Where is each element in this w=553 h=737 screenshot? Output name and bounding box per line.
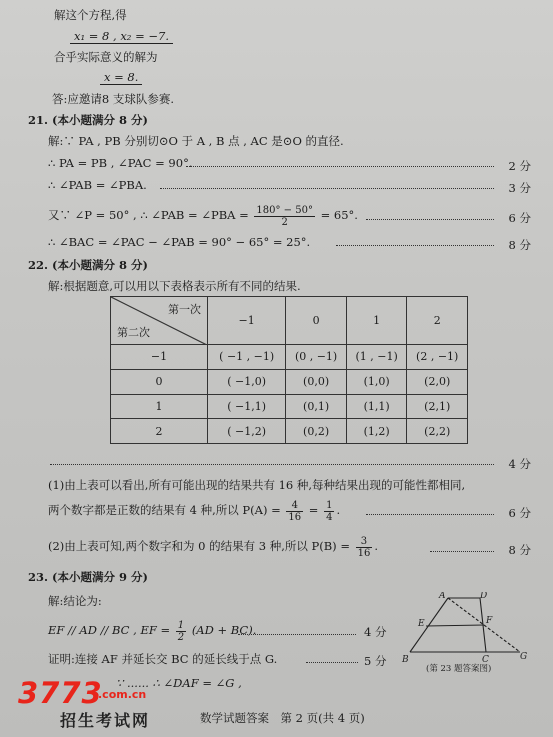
x-value: x = 8. [100,70,142,84]
table-cell: (1 , −1) [346,345,407,370]
figure-caption: (第 23 题答案图) [426,664,492,674]
q23-score-4: 4 分 [364,625,387,639]
leader-dots [50,464,494,465]
leader-dots [430,551,494,552]
q21-score-2: 2 分 [508,159,531,173]
table-cell: (0,2) [286,419,347,444]
table-cell: ( −1,2) [208,419,286,444]
leader-dots [336,245,494,246]
q21-line-3: ∴ ∠PAB = ∠PBA. [48,178,147,192]
point-label-B: B [402,655,409,665]
q23-line-3: 证明:连接 AF 并延长交 BC 的延长线于点 G. [48,652,278,666]
row-header: −1 [111,345,208,370]
q23-trapezoid-figure [396,592,536,674]
col-header: 2 [407,297,468,345]
table-row [111,345,468,370]
q21-header: 21. (本小题满分 8 分) [28,113,148,127]
q21-score-3: 3 分 [508,181,531,195]
practical-solution-line: 合乎实际意义的解为 [54,50,158,64]
table-cell: (2,0) [407,369,468,394]
q21-score-8: 8 分 [508,238,531,252]
table-cell: (0,0) [286,369,347,394]
q22-part1-line1: (1)由上表可以看出,所有可能出现的结果共有 16 种,每种结果出现的可能性都相同, [48,478,466,492]
second-draw-label: 第二次 [117,326,150,339]
site-logo: 3773 [18,676,103,710]
row-header: 1 [111,394,208,419]
page-footer: 数学试题答案 第 2 页(共 4 页) [200,711,365,725]
table-cell: ( −1,1) [208,394,286,419]
table-cell: ( −1 , −1) [208,345,286,370]
table-cell: (2 , −1) [407,345,468,370]
col-header: −1 [208,297,286,345]
table-row [111,394,468,419]
q23-score-5: 5 分 [364,654,387,668]
q22-header: 22. (本小题满分 8 分) [28,258,148,272]
leader-dots [306,662,358,663]
point-label-A: A [439,592,446,601]
point-label-G: G [520,652,528,662]
q22-part2: (2)由上表可知,两个数字和为 0 的结果有 3 种,所以 P(B) = $\frac{3}{16}$ . [48,535,379,559]
answer-line: 答:应邀请8 支球队参赛. [52,92,175,106]
table-cell: (0 , −1) [286,345,347,370]
leader-dots [160,188,494,189]
leader-dots [366,514,494,515]
solve-equation-line: 解这个方程,得 [54,8,127,22]
q21-line-1: 解:∵ PA , PB 分别切⊙O 于 A , B 点 , AC 是⊙O 的直径. [48,134,344,148]
q23-header: 23. (本小题满分 9 分) [28,570,148,584]
table-cell: (0,1) [286,394,347,419]
table-corner-cell [111,297,208,345]
point-label-C: C [482,655,489,665]
first-draw-label: 第一次 [168,303,201,316]
site-logo-domain: .com.cn [98,688,147,701]
row-header: 2 [111,419,208,444]
col-header: 1 [346,297,407,345]
equation-roots: x₁ = 8 , x₂ = −7. [70,29,173,43]
q21-line-4: 又∵ ∠P = 50° , ∴ ∠PAB = ∠PBA = $\frac{180^\circ - 50^\circ}{2}$ = 65°. [48,204,358,228]
leader-dots [366,219,494,220]
q21-score-6: 6 分 [508,211,531,225]
point-label-D: D [480,592,488,601]
q22-intro: 解:根据题意,可以用以下表格表示所有不同的结果. [48,279,301,293]
leader-dots [186,166,494,167]
table-row [111,369,468,394]
q22-score-6: 6 分 [508,506,531,520]
table-cell: ( −1,0) [208,369,286,394]
table-cell: (1,2) [346,419,407,444]
q23-line-1: 解:结论为: [48,594,102,608]
q22-part1-line2: 两个数字都是正数的结果有 4 种,所以 P(A) = $\frac{4}{16}$ = $\frac{1}{4}$ . [48,499,341,523]
col-header: 0 [286,297,347,345]
table-row [111,419,468,444]
q22-score-8: 8 分 [508,543,531,557]
outcome-table [110,296,468,444]
point-label-F: F [486,616,493,626]
q21-line-2: ∴ PA = PB , ∠PAC = 90°. [48,156,193,170]
table-cell: (1,0) [346,369,407,394]
q23-line-4: ∵ ...... ∴ ∠DAF = ∠G , [116,676,242,690]
point-label-E: E [418,619,425,629]
q23-line-2: EF // AD // BC , EF = $\frac{1}{2}$ (AD + BC). [48,619,257,643]
table-cell: (1,1) [346,394,407,419]
table-cell: (2,1) [407,394,468,419]
row-header: 0 [111,369,208,394]
site-logo-subtitle: 招生考试网 [60,711,151,730]
q21-line-5: ∴ ∠BAC = ∠PAC − ∠PAB = 90° − 65° = 25°. [48,235,311,249]
q22-score-4: 4 分 [508,457,531,471]
leader-dots [238,634,356,635]
table-cell: (2,2) [407,419,468,444]
